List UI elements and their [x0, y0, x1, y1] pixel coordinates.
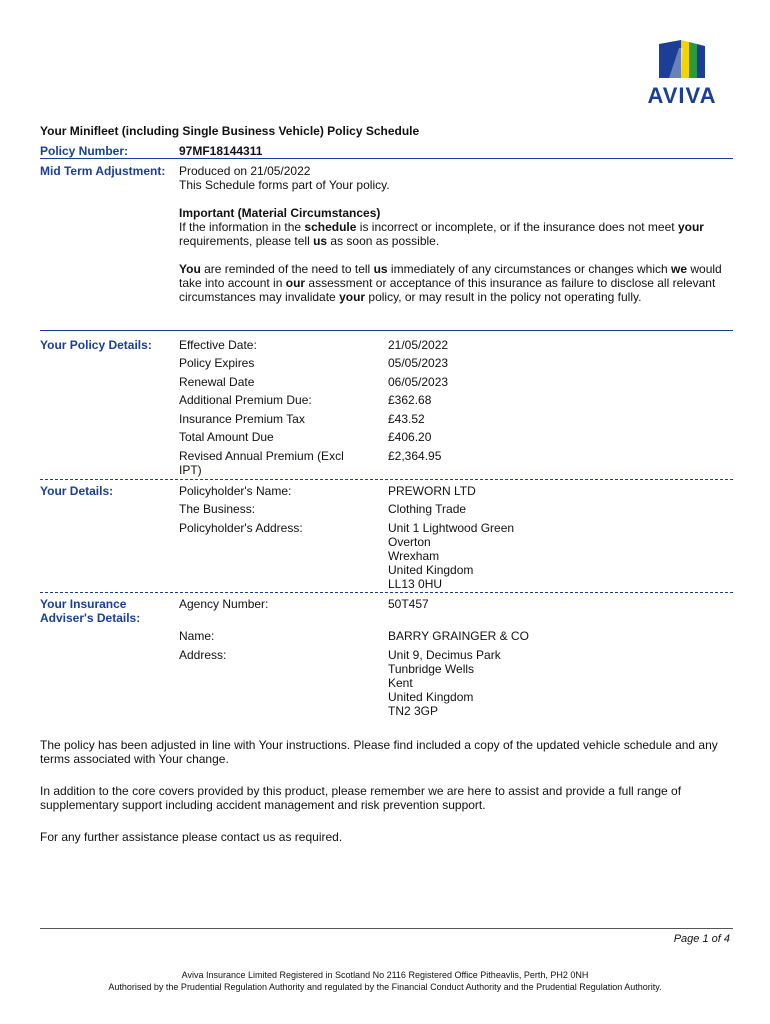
insurance-premium-tax-label: Insurance Premium Tax: [179, 412, 305, 426]
produced-on-text: Produced on 21/05/2022: [179, 164, 311, 178]
agency-number-value: 50T457: [388, 597, 429, 611]
aviva-logo: [632, 40, 732, 108]
additional-premium-value: £362.68: [388, 393, 432, 407]
total-amount-due-value: £406.20: [388, 430, 432, 444]
address-line: Unit 9, Decimus Park: [388, 648, 501, 662]
page-number: Page 1 of 4: [673, 933, 730, 945]
policy-number-value: 97MF18144311: [179, 144, 263, 158]
address-line: Tunbridge Wells: [388, 662, 475, 676]
business-value: Clothing Trade: [388, 502, 467, 516]
schedule-forms-part-text: This Schedule forms part of Your policy.: [179, 178, 390, 192]
policyholder-address-label: Policyholder's Address:: [179, 521, 303, 535]
adviser-address-value: [388, 648, 501, 718]
address-line: United Kingdom: [388, 563, 474, 577]
divider: [40, 158, 733, 159]
footer-registration: Aviva Insurance Limited Registered in Scotland No 2116 Registered Office Pitheavlis, Perth, PH2 0NH: [181, 970, 589, 980]
address-line: United Kingdom: [388, 690, 474, 704]
effective-date-label: Effective Date:: [179, 338, 257, 352]
policy-expires-label: Policy Expires: [179, 356, 255, 370]
page-title: Your Minifleet (including Single Business Vehicle) Policy Schedule: [40, 124, 420, 138]
address-line: Unit 1 Lightwood Green: [388, 521, 515, 535]
address-line: LL13 0HU: [388, 577, 443, 591]
important-heading: Important (Material Circumstances): [179, 206, 381, 220]
aviva-logo-mark: [659, 40, 705, 78]
address-line: Overton: [388, 535, 431, 549]
revised-annual-premium-value: £2,364.95: [388, 449, 442, 463]
adviser-address-label: Address:: [179, 648, 227, 662]
reminder-text: You are reminded of the need to tell us immediately of any circumstances or changes which we would take into account in our assessment or acceptance of this insurance as failure to disclose all relevant circumstances may invalidate your policy, or may result in the policy not operating fully.: [179, 262, 722, 304]
address-line: Wrexham: [388, 549, 440, 563]
renewal-date-value: 06/05/2023: [388, 375, 449, 389]
policyholder-name-value: PREWORN LTD: [388, 484, 476, 498]
business-label: The Business:: [179, 502, 256, 516]
revised-annual-premium-label: Revised Annual Premium (Excl IPT): [179, 449, 344, 477]
address-line: Kent: [388, 676, 413, 690]
policyholder-address-value: [388, 521, 514, 591]
adviser-name-label: Name:: [179, 629, 215, 643]
renewal-date-label: Renewal Date: [179, 375, 255, 389]
adviser-details-label: Your Insurance Adviser's Details:: [40, 597, 141, 625]
additional-premium-label: Additional Premium Due:: [179, 393, 312, 407]
further-assistance-paragraph: For any further assistance please contact us as required.: [40, 830, 343, 844]
divider: [40, 592, 733, 593]
aviva-wordmark: AVIVA: [647, 83, 717, 108]
agency-number-label: Agency Number:: [179, 597, 269, 611]
policy-number-label: Policy Number:: [40, 144, 129, 158]
address-line: TN2 3GP: [388, 704, 439, 718]
total-amount-due-label: Total Amount Due: [179, 430, 274, 444]
adviser-name-value: BARRY GRAINGER & CO: [388, 629, 529, 643]
mid-term-label: Mid Term Adjustment:: [40, 164, 166, 178]
divider: [40, 479, 733, 480]
policy-expires-value: 05/05/2023: [388, 356, 449, 370]
policy-details-label: Your Policy Details:: [40, 338, 152, 352]
footer-authorisation: Authorised by the Prudential Regulation Authority and regulated by the Financial Conduct Authority and the Prudential Regulation Authority.: [108, 982, 662, 992]
effective-date-value: 21/05/2022: [388, 338, 449, 352]
important-text: If the information in the schedule is incorrect or incomplete, or if the insurance does not meet your requirements, please tell us as soon as possible.: [179, 220, 704, 248]
footer-divider: [40, 928, 733, 929]
supplementary-support-paragraph: In addition to the core covers provided by this product, please remember we are here to assist and provide a full range of supplementary support including accident management and risk prevention support.: [40, 784, 682, 812]
divider: [40, 330, 733, 331]
your-details-label: Your Details:: [40, 484, 114, 498]
policyholder-name-label: Policyholder's Name:: [179, 484, 292, 498]
insurance-premium-tax-value: £43.52: [388, 412, 425, 426]
adjustment-paragraph: The policy has been adjusted in line with Your instructions. Please find included a copy of the updated vehicle schedule and any terms associated with Your change.: [40, 738, 718, 766]
